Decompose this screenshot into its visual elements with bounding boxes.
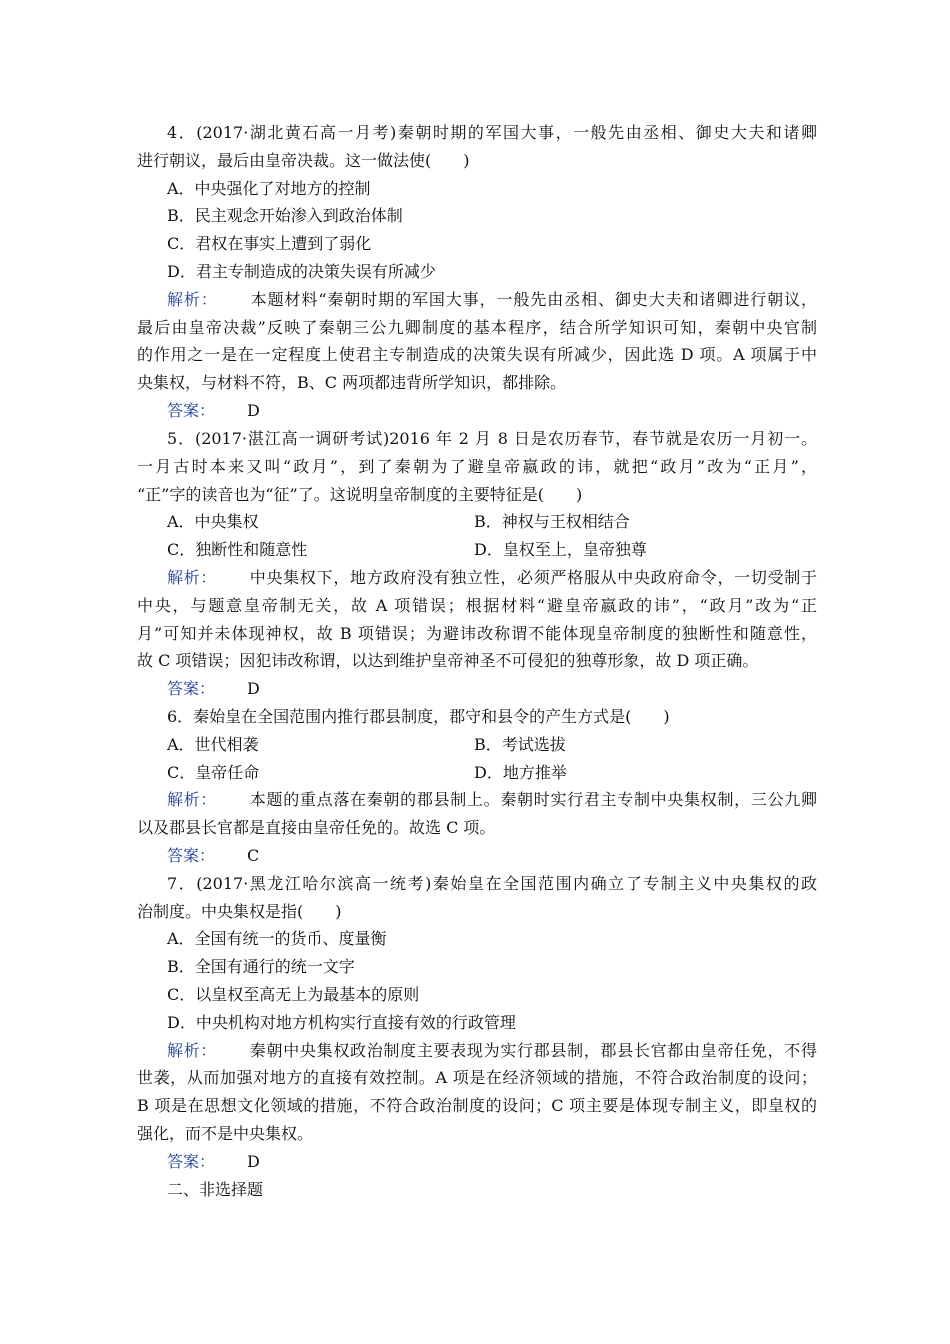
answer-value: D — [247, 679, 260, 698]
q5-stem-line-3: “正”字的读音也为“征”了。这说明皇帝制度的主要特征是( ) — [137, 485, 583, 504]
q5-option-c: C．独断性和随意性 — [167, 540, 308, 559]
q5-answer — [167, 679, 260, 699]
analysis-label: 解析： — [167, 290, 218, 309]
q5-stem-line-2: 一月古时本来又叫“政月”，到了秦朝为了避皇帝嬴政的讳，就把“政月”改为“正月”， — [137, 457, 817, 476]
q6-option-b: B．考试选拔 — [474, 735, 566, 754]
q5-stem-line-1: 5．(2017·湛江高一调研考试)2016 年 2 月 8 日是农历春节，春节就是农历一月初一。 — [167, 429, 817, 448]
q4-analysis-line-4: 央集权，与材料不符，B、C 两项都违背所学知识，都排除。 — [137, 373, 567, 392]
answer-label: 答案： — [167, 401, 216, 420]
q4-option-a: A．中央强化了对地方的控制 — [167, 179, 371, 198]
q5-option-b: B．神权与王权相结合 — [474, 512, 630, 531]
q4-analysis-line-1: 解析： 本题材料“秦朝时期的军国大事，一般先由丞相、御史大夫和诸卿进行朝议， — [167, 290, 817, 309]
q5-analysis-line-4: 故 C 项错误；因犯讳改称谓，以达到维护皇帝神圣不可侵犯的独尊形象，故 D 项正确。 — [137, 651, 759, 670]
q5-analysis-line-2: 中央，与题意皇帝制无关，故 A 项错误；根据材料“避皇帝嬴政的讳”，“政月”改为“正 — [137, 596, 817, 615]
q5-analysis-line-3: 月”可知并未体现神权，故 B 项错误；为避讳改称谓不能体现皇帝制度的独断性和随意性， — [137, 624, 817, 643]
q4-stem-line-2: 进行朝议，最后由皇帝决裁。这一做法使( ) — [137, 151, 470, 170]
q7-option-d: D．中央机构对地方机构实行直接有效的行政管理 — [167, 1013, 516, 1032]
answer-label: 答案： — [167, 1152, 216, 1171]
analysis-label: 解析： — [167, 790, 218, 809]
q7-option-c: C．以皇权至高无上为最基本的原则 — [167, 985, 420, 1004]
q6-analysis-line-1: 解析： 本题的重点落在秦朝的郡县制上。秦朝时实行君主专制中央集权制，三公九卿 — [167, 790, 817, 809]
q6-option-d: D．地方推举 — [474, 763, 567, 782]
q7-stem-line-2: 治制度。中央集权是指( ) — [137, 902, 342, 921]
q6-stem-line-1: 6．秦始皇在全国范围内推行郡县制度，郡守和县令的产生方式是( ) — [167, 707, 670, 726]
q6-option-c: C．皇帝任命 — [167, 763, 260, 782]
q4-analysis-line-3: 的作用之一是在一定程度上使君主专制造成的决策失误有所减少，因此选 D 项。A 项属于中 — [137, 345, 817, 364]
q6-analysis-line-2: 以及郡县长官都是直接由皇帝任免的。故选 C 项。 — [137, 818, 496, 837]
q7-analysis-line-2: 世袭，从而加强对地方的直接有效控制。A 项是在经济领域的措施，不符合政治制度的设问； — [137, 1068, 817, 1087]
answer-value: D — [247, 401, 260, 420]
analysis-label: 解析： — [167, 1041, 218, 1060]
q7-analysis-line-4: 强化，而不是中央集权。 — [137, 1124, 314, 1143]
q4-analysis-line-2: 最后由皇帝决裁”反映了秦朝三公九卿制度的基本程序，结合所学知识可知，秦朝中央官制 — [137, 318, 817, 337]
q7-analysis-line-3: B 项是在思想文化领域的措施，不符合政治制度的设问；C 项主要是体现专制主义，即皇权的 — [137, 1096, 817, 1115]
q7-option-b: B．全国有通行的统一文字 — [167, 957, 355, 976]
q4-option-b: B．民主观念开始渗入到政治体制 — [167, 206, 403, 225]
section-heading: 二、非选择题 — [167, 1180, 264, 1199]
q7-option-a: A．全国有统一的货币、度量衡 — [167, 929, 387, 948]
q4-option-c: C．君权在事实上遭到了弱化 — [167, 234, 372, 253]
q6-answer — [167, 846, 259, 866]
q4-stem-line-1: 4．(2017·湖北黄石高一月考)秦朝时期的军国大事，一般先由丞相、御史大夫和诸卿 — [167, 123, 817, 142]
answer-label: 答案： — [167, 846, 216, 865]
q5-option-d: D．皇权至上，皇帝独尊 — [474, 540, 647, 559]
answer-value: D — [247, 1152, 260, 1171]
q4-option-d: D．君主专制造成的决策失误有所减少 — [167, 262, 436, 281]
answer-label: 答案： — [167, 679, 216, 698]
q7-answer — [167, 1152, 260, 1172]
q6-option-a: A．世代相袭 — [167, 735, 259, 754]
q5-analysis-line-1: 解析： 中央集权下，地方政府没有独立性，必须严格服从中央政府命令，一切受制于 — [167, 568, 817, 587]
analysis-label: 解析： — [167, 568, 218, 587]
q7-stem-line-1: 7．(2017·黑龙江哈尔滨高一统考)秦始皇在全国范围内确立了专制主义中央集权的政 — [167, 874, 817, 893]
answer-value: C — [247, 846, 260, 865]
q7-analysis-line-1: 解析： 秦朝中央集权政治制度主要表现为实行郡县制，郡县长官都由皇帝任免，不得 — [167, 1041, 817, 1060]
q4-answer — [167, 401, 260, 421]
q5-option-a: A．中央集权 — [167, 512, 259, 531]
